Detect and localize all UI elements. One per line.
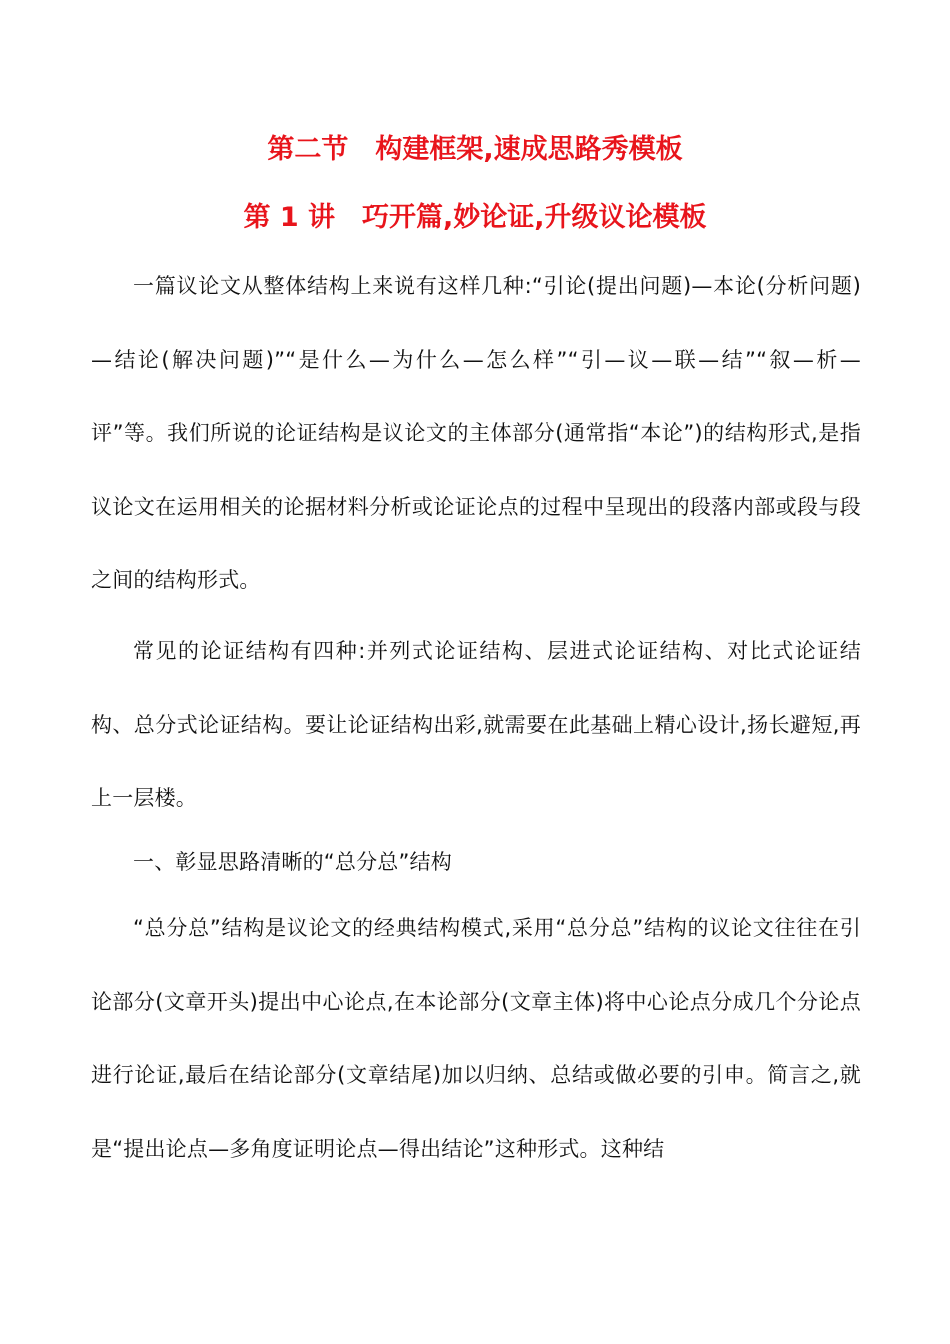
subheading-one: 一、彰显思路清晰的“总分总”结构: [133, 850, 452, 874]
common-structures-paragraph: 常见的论证结构有四种:并列式论证结构、层进式论证结构、对比式论证结构、总分式论证结构。要让论证结构出彩,就需要在此基础上精心设计,扬长避短,再上一层楼。: [91, 639, 861, 810]
lecture-title: 第 1 讲 巧开篇,妙论证,升级议论模板: [243, 202, 707, 233]
zongfenzong-paragraph: “总分总”结构是议论文的经典结构模式,采用“总分总”结构的议论文往往在引论部分(文章开头)提出中心论点,在本论部分(文章主体)将中心论点分成几个分论点进行论证,最后在结论部分(文章结尾)加以归纳、总结或做必要的引申。简言之,就是“提出论点—多角度证明论点—得出结论”这种形式。这种结: [91, 916, 861, 1161]
intro-paragraph: 一篇议论文从整体结构上来说有这样几种:“引论(提出问题)—本论(分析问题)—结论(解决问题)”“是什么—为什么—怎么样”“引—议—联—结”“叙—析—评”等。我们所说的论证结构是议论文的主体部分(通常指“本论”)的结构形式,是指议论文在运用相关的论据材料分析或论证论点的过程中呈现出的段落内部或段与段之间的结构形式。: [91, 274, 861, 592]
section-title: 第二节 构建框架,速成思路秀模板: [267, 134, 683, 165]
